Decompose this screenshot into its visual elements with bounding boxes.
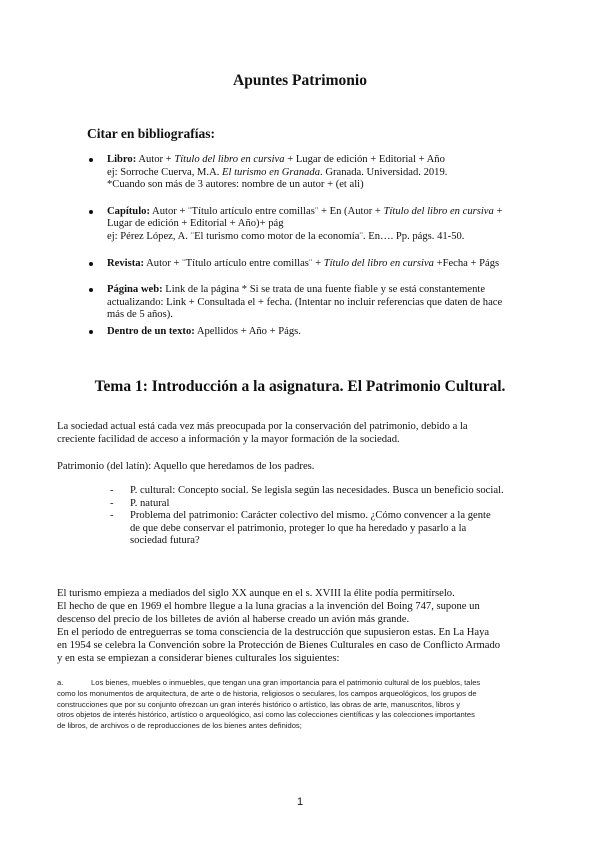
document-title: Apuntes Patrimonio bbox=[233, 72, 367, 89]
bullet-capitulo: Capítulo: Autor + ¨Título artículo entre comillas¨ + En (Autor + Título del libro en cursiva + Lugar de edición + Editorial + Año)+ pág ej: Pérez López, A. ¨El turismo como motor de la economía¨. En…. Pp. págs. 41-50. bbox=[87, 206, 547, 244]
bullet-dot-icon bbox=[89, 288, 93, 292]
bibliography-list bbox=[87, 154, 547, 339]
bullet-libro: Libro: Autor + Título del libro en cursiva + Lugar de edición + Editorial + Año ej: Sorroche Cuerva, M.A. El turismo en Granada. Granada. Universidad. 2019. *Cuando son más de 3 autores: nombre de un autor + (et ali) bbox=[87, 154, 547, 192]
bibliography-heading: Citar en bibliografías: bbox=[87, 126, 215, 141]
list-label: a. bbox=[57, 678, 64, 687]
bullet-dot-icon bbox=[89, 210, 93, 214]
bullet-dentro-texto: Dentro de un texto: Apellidos + Año + Págs. bbox=[87, 326, 547, 339]
dash-item: - Problema del patrimonio: Carácter colectivo del mismo. ¿Cómo convencer a la gente de que debe conservar el patrimonio, proteger lo que ha heredado y pasarlo a la sociedad futura? bbox=[110, 510, 491, 547]
section-heading: Tema 1: Introducción a la asignatura. El Patrimonio Cultural. bbox=[94, 378, 506, 395]
paragraph-patrimonio-definition: Patrimonio (del latín): Aquello que heredamos de los padres. bbox=[57, 461, 315, 472]
bullet-revista: Revista: Autor + ¨Título artículo entre comillas¨ + Título del libro en cursiva +Fecha + Págs bbox=[87, 258, 547, 271]
page-number: 1 bbox=[296, 796, 304, 808]
bullet-dot-icon bbox=[89, 262, 93, 266]
bullet-dot-icon bbox=[89, 158, 93, 162]
patrimonio-types-list bbox=[110, 485, 550, 548]
dash-item: - P. natural bbox=[110, 497, 170, 509]
quoted-definition: a. Los bienes, muebles o inmuebles, que tengan una gran importancia para el patrimonio cultural de los pueblos, tales como los monumentos de arquitectura, de arte o de historia, religiosos o seculares, los campos arqueológicos, los grupos de construcciones que por su conjunto ofrezcan un gran interés histórico o artístico, las obras de arte, manuscritos, libros y otros objetos de interés histórico, artístico o arqueológico, así como las colecciones científicas y las colecciones importantes de libros, de archivos o de reproducciones de los bienes antes definidos; bbox=[57, 678, 481, 731]
paragraph-sociedad: La sociedad actual está cada vez más preocupada por la conservación del patrimonio, debido a la creciente facilidad de acceso a información y la mayor formación de la sociedad. bbox=[57, 421, 468, 445]
paragraph-turismo: El turismo empieza a mediados del siglo XX aunque en el s. XVIII la élite podía permitírselo. El hecho de que en 1969 el hombre llegue a la luna gracias a la invención del Boing 747, supone un descenso del precio de los billetes de avión al haberse creado un avión más grande. En el periodo de entreguerras se toma consciencia de la destrucción que supusieron estas. En La Haya en 1954 se celebra la Convención sobre la Protección de Bienes Culturales en caso de Conflicto Armado y en esta se empiezan a considerar bienes culturales los siguientes: bbox=[57, 588, 501, 664]
dash-item: - P. cultural: Concepto social. Se legisla según las necesidades. Busca un beneficio social. bbox=[110, 485, 504, 496]
bullet-pagina-web: Página web: Link de la página * Si se trata de una fuente fiable y se está constantemente actualizando: Link + Consultada el + fecha. (Intentar no incluir referencias que daten de hace más de 5 años). bbox=[87, 284, 547, 322]
bullet-dot-icon bbox=[89, 330, 93, 334]
